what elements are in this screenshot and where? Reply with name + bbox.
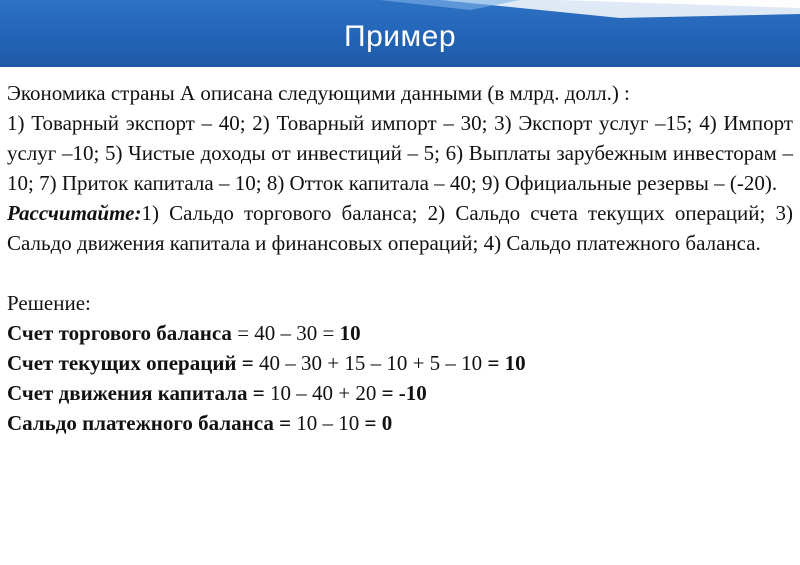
task-label: Рассчитайте:: [7, 201, 142, 225]
solution-result: = -10: [381, 381, 427, 405]
solution-result: = 10: [487, 351, 526, 375]
solution-result: 10: [339, 321, 361, 345]
solution-line: [7, 318, 793, 348]
task-paragraph: [7, 198, 793, 258]
solution-heading: Решение:: [7, 291, 91, 315]
solution-equation: = 40 – 30 =: [231, 321, 340, 345]
task-text: 1) Сальдо торгового баланса; 2) Сальдо счета текущих операций; 3) Сальдо движения капитала и финансовых операций; 4) Сальдо платежного баланса.: [7, 201, 793, 255]
solution-line: [7, 378, 793, 408]
solution-label: Сальдо платежного баланса =: [7, 411, 292, 435]
solution-result: = 0: [364, 411, 393, 435]
intro-text: Экономика страны А описана следующими данными (в млрд. долл.) :: [7, 81, 630, 105]
solution-equation: 10 – 40 + 20: [264, 381, 382, 405]
slide-body: [7, 78, 793, 438]
data-list: 1) Товарный экспорт – 40; 2) Товарный импорт – 30; 3) Экспорт услуг –15; 4) Импорт услуг –10; 5) Чистые доходы от инвестиций – 5; 6) Выплаты зарубежным инвесторам – 10; 7) Приток капитала – 10; 8) Отток капитала – 40; 9) Официальные резервы – (-20).: [7, 111, 793, 195]
solution-label: Счет текущих операций =: [7, 351, 254, 375]
solution-label: Счет движения капитала =: [7, 381, 265, 405]
slide-title: Пример: [344, 20, 456, 53]
solution-line: [7, 348, 793, 378]
solution-label: Счет торгового баланса: [7, 321, 232, 345]
slide-header: [0, 0, 800, 67]
solution-equation: 10 – 10: [291, 411, 365, 435]
solution-line: [7, 408, 793, 438]
solution-equation: 40 – 30 + 15 – 10 + 5 – 10: [253, 351, 488, 375]
